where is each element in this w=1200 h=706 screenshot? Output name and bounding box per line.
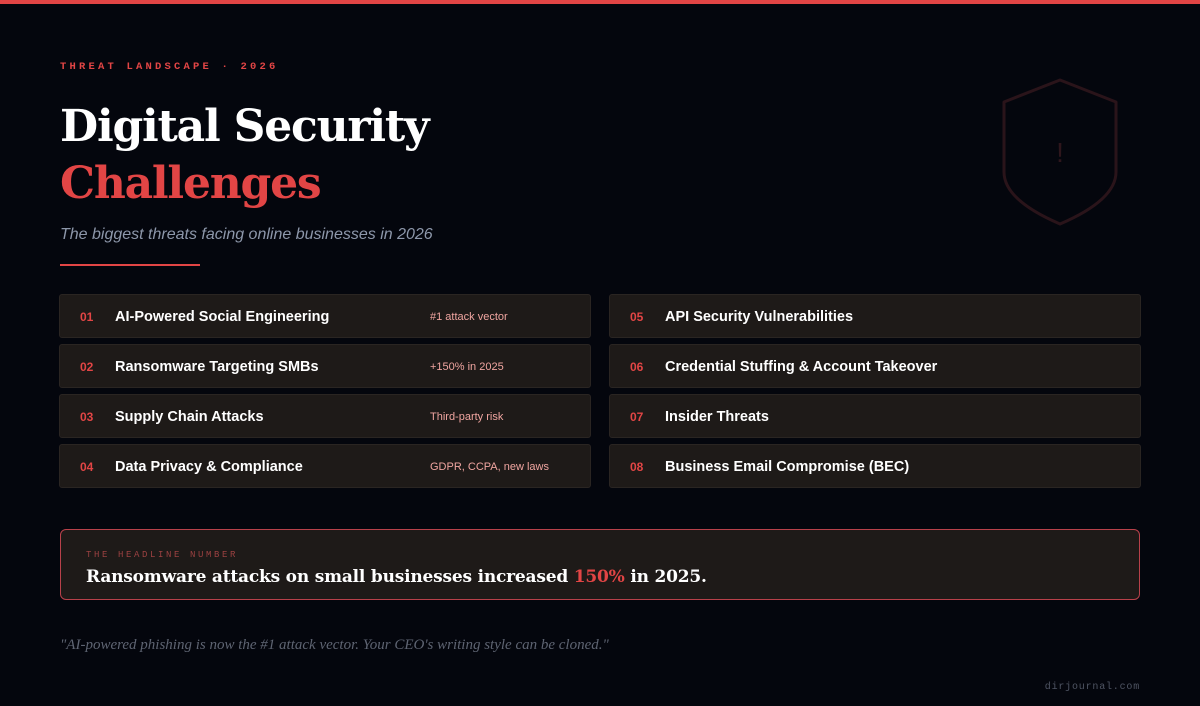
pull-quote: "AI-powered phishing is now the #1 attack vector. Your CEO's writing style can be cloned.": [60, 637, 609, 653]
threat-tag: GDPR, CCPA, new laws: [430, 461, 549, 473]
threat-title: Credential Stuffing & Account Takeover: [665, 359, 938, 375]
threat-number: 07: [630, 410, 644, 424]
headline-stat: 150%: [573, 567, 625, 587]
threat-tag: Third-party risk: [430, 411, 504, 423]
accent-divider: [60, 264, 200, 266]
threat-item: [59, 394, 591, 438]
threat-number: 01: [80, 310, 94, 324]
threat-number: 04: [80, 460, 94, 474]
page-subtitle: The biggest threats facing online businesses in 2026: [60, 226, 433, 243]
threat-item: [59, 294, 591, 338]
headline-label: THE HEADLINE NUMBER: [86, 550, 239, 560]
threat-title: Ransomware Targeting SMBs: [115, 359, 319, 375]
threat-item: [609, 394, 1141, 438]
threat-number: 03: [80, 410, 94, 424]
headline-text-before: Ransomware attacks on small businesses increased: [86, 567, 574, 587]
page-title: [60, 98, 428, 212]
threat-item: [609, 344, 1141, 388]
headline-statement: [86, 567, 707, 587]
threat-title: Business Email Compromise (BEC): [665, 459, 910, 475]
threat-list-left: [59, 294, 591, 494]
threat-list-right: [609, 294, 1141, 494]
threat-title: Supply Chain Attacks: [115, 409, 264, 425]
threat-number: 02: [80, 360, 94, 374]
threat-number: 06: [630, 360, 644, 374]
threat-item: [609, 444, 1141, 488]
threat-item: [609, 294, 1141, 338]
title-line-1: Digital Security: [60, 101, 429, 152]
threat-item: [59, 344, 591, 388]
footer-source: dirjournal.com: [1044, 682, 1140, 693]
headline-callout: [60, 529, 1140, 600]
headline-text-after: in 2025.: [624, 567, 707, 587]
eyebrow-label: THREAT LANDSCAPE · 2026: [60, 61, 279, 73]
threat-number: 05: [630, 310, 644, 324]
threat-title: Insider Threats: [665, 409, 769, 425]
threat-title: API Security Vulnerabilities: [665, 309, 854, 325]
threat-title: AI-Powered Social Engineering: [115, 309, 330, 325]
shield-alert-icon: [1000, 76, 1120, 228]
threat-tag: #1 attack vector: [430, 311, 508, 323]
threat-title: Data Privacy & Compliance: [115, 459, 303, 475]
title-line-2: Challenges: [60, 158, 321, 209]
shield-exclamation: !: [1056, 137, 1064, 168]
threat-item: [59, 444, 591, 488]
threat-number: 08: [630, 460, 644, 474]
top-accent-bar: [0, 0, 1200, 4]
threat-tag: +150% in 2025: [430, 361, 504, 373]
